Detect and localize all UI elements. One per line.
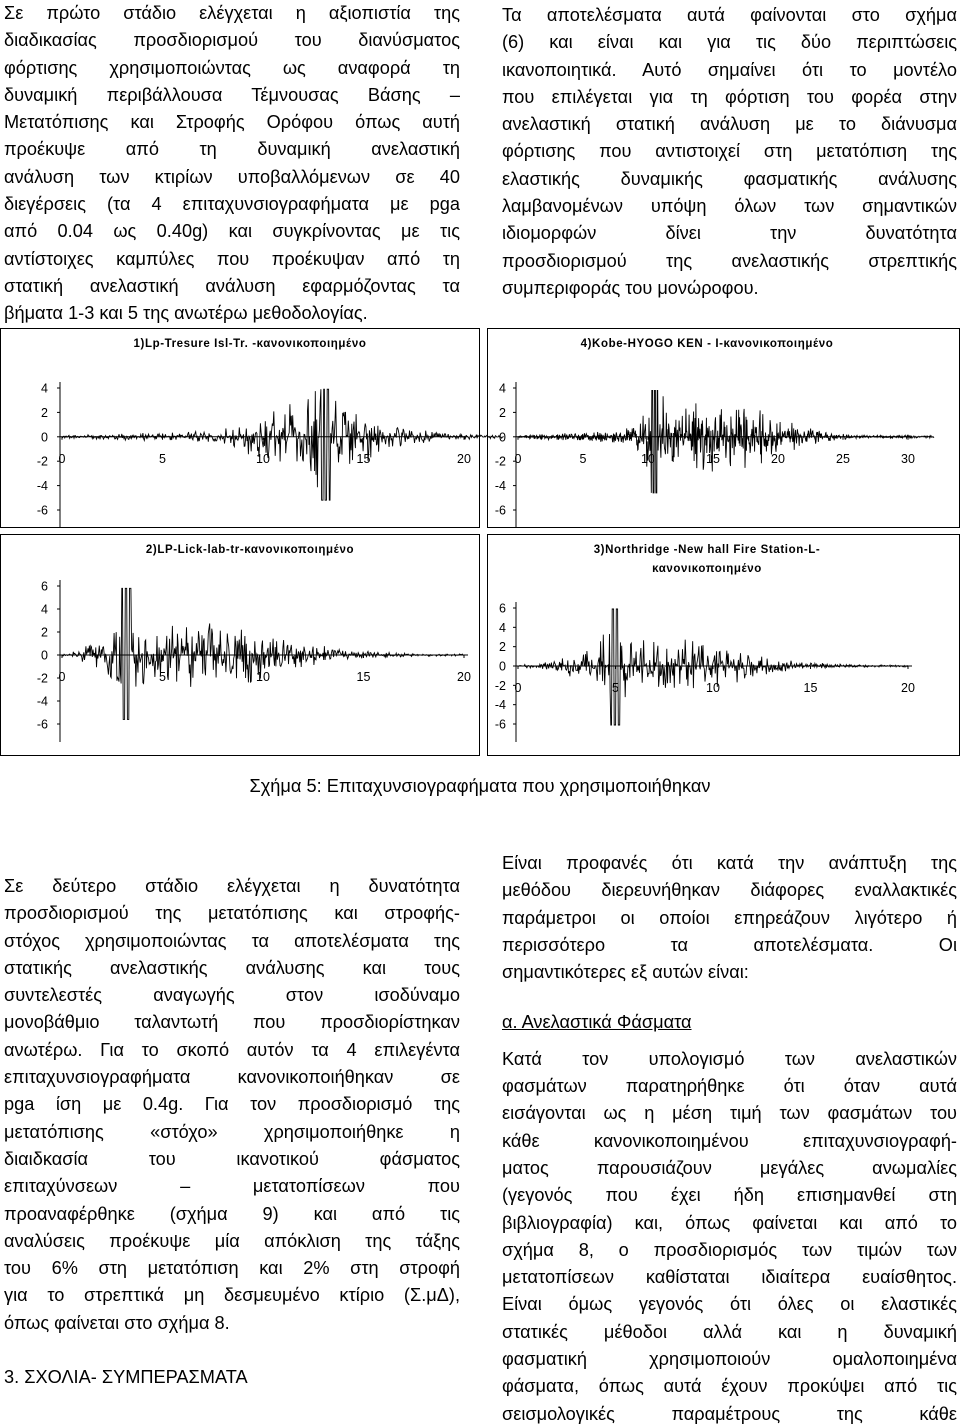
chart-frame bbox=[1, 535, 480, 756]
text-line: λαμβανομένων υπόψη όλων των σημαντικών bbox=[502, 196, 957, 217]
text-line: επιταχύνσεων – μετατοπίσεων που bbox=[4, 1176, 460, 1197]
paragraph-second-stage bbox=[4, 873, 460, 1391]
x-tick-label: 10 bbox=[256, 451, 270, 466]
text-line: Είναι προφανές ότι κατά την ανάπτυξη της bbox=[502, 853, 957, 873]
text-line: σχήμα 8, ο προσδιορισμός των τιμών των bbox=[502, 1239, 957, 1260]
text-line: μετατοπίσεων καθίσταται ιδιαίτερα ευαίσθητος. bbox=[502, 1267, 957, 1288]
text-line: όπως φαίνεται στο σχήμα 8. bbox=[4, 1312, 230, 1333]
x-tick-label: 0 bbox=[58, 670, 66, 684]
y-tick-label: 2 bbox=[499, 405, 506, 420]
y-tick-label: -6 bbox=[36, 503, 48, 518]
text-line: ανελαστική στατική ανάλυση με το διάνυσμα bbox=[502, 114, 957, 135]
x-tick-label: 5 bbox=[579, 451, 587, 466]
y-tick-label: 2 bbox=[499, 640, 506, 655]
y-tick-label: -2 bbox=[494, 454, 506, 469]
y-tick-label: -2 bbox=[36, 454, 48, 469]
text-line: που επιλέγεται για τη φόρτιση του φορέα στην bbox=[502, 86, 957, 107]
y-tick-label: 2 bbox=[41, 625, 48, 640]
text-line: pga ίση με 0.4g. Για τον προσδιορισμό της bbox=[4, 1094, 460, 1115]
text-line: Σε πρώτο στάδιο ελέγχεται η αξιοπιστία της bbox=[4, 3, 460, 23]
y-tick-label: 4 bbox=[499, 620, 506, 635]
text-line: ανωτέρω. Για το σκοπό αυτόν τα 4 επιλεγέντα bbox=[4, 1039, 460, 1060]
text-line: προσδιορισμού της μετατόπισης και στροφής- bbox=[4, 903, 460, 924]
y-tick-label: 0 bbox=[41, 430, 48, 445]
text-line: περισσότερο τα αποτελέσματα. Οι bbox=[502, 934, 957, 955]
x-tick-label: 15 bbox=[803, 681, 818, 695]
paragraph-intro-left bbox=[4, 0, 460, 328]
y-tick-label: 0 bbox=[499, 430, 506, 445]
text-line: διεγέρσεις (τα 4 επιταχυνσιογραφήματα με pga bbox=[4, 194, 460, 215]
text-line: στατική ανελαστική ανάλυση εφαρμόζοντας τα bbox=[4, 275, 460, 296]
chart-title: 2)LP-Lick-lab-tr-κανονικοποιημένο bbox=[145, 544, 355, 556]
text-line: από 0.04 ως 0.40g) και συγκρίνοντας με τις bbox=[4, 221, 460, 242]
y-tick-label: 6 bbox=[499, 601, 506, 616]
x-tick-label: 20 bbox=[457, 451, 471, 466]
text-line: δυναμική περιβάλλουσα Τέμνουσας Βάσης – bbox=[4, 84, 460, 105]
x-tick-label: 0 bbox=[514, 451, 522, 466]
y-tick-label: -6 bbox=[494, 503, 506, 518]
text-line: κάθε κανονικοποιημένου επιταχυνσιογραφή- bbox=[502, 1130, 957, 1151]
text-line: στατικής ανελαστικής ανάλυσης και τους bbox=[4, 957, 460, 978]
chart-title-line: κανονικοποιημένο bbox=[652, 563, 762, 575]
text-line: σημαντικότερες εξ αυτών είναι: bbox=[502, 962, 749, 983]
text-line: σεισμολογικές παραμέτρους της κάθε bbox=[502, 1403, 957, 1424]
y-tick-label: 4 bbox=[41, 381, 48, 396]
text-line: προαναφέρθηκε (σχήμα 9) και από τις bbox=[4, 1203, 460, 1224]
text-line: ιδιομορφών δίνει την δυνατότητα bbox=[502, 223, 957, 244]
y-tick-label: -2 bbox=[36, 671, 48, 686]
text-line: φασμάτων παρατηρήθηκε ότι όταν αυτά bbox=[502, 1076, 957, 1097]
x-tick-label: 20 bbox=[771, 451, 785, 466]
accelerogram-svg bbox=[0, 320, 960, 770]
text-line: μεθόδου διερευνήθηκαν διάφορες εναλλακτικές bbox=[502, 880, 957, 901]
text-line: αναλύσεις προέκυψε μία απόκλιση της τάξης bbox=[4, 1230, 460, 1251]
y-tick-label: -2 bbox=[494, 678, 506, 693]
text-line: Κατά τον υπολογισμό των ανελαστικών bbox=[502, 1048, 957, 1069]
text-line: ικανοποιητικά. Αυτό σημαίνει ότι το μοντέλο bbox=[502, 59, 957, 80]
text-line: στόχος χρησιμοποιώντας τα αποτελέσματα της bbox=[4, 930, 460, 951]
text-line: Τα αποτελέσματα αυτά φαίνονται στο σχήμα bbox=[502, 5, 957, 25]
y-tick-label: 4 bbox=[499, 381, 506, 396]
x-tick-label: 15 bbox=[706, 451, 720, 466]
x-tick-label: 15 bbox=[356, 670, 371, 684]
x-tick-label: 15 bbox=[356, 451, 371, 466]
text-line: ελαστικής δυναμικής φασματικής ανάλυσης bbox=[502, 168, 957, 189]
paragraph-conclusions bbox=[502, 850, 957, 1428]
y-tick-label: -4 bbox=[494, 698, 506, 713]
text-line: παράμετροι οι οποίοι επηρεάζουν λιγότερο ή bbox=[502, 907, 957, 928]
x-tick-label: 5 bbox=[159, 670, 166, 684]
paragraph-intro-right bbox=[502, 2, 957, 302]
chart-title: 1)Lp-Tresure Isl-Tr. -κανονικοποιημένο bbox=[133, 338, 367, 350]
x-tick-label: 10 bbox=[706, 681, 720, 695]
text-line: προέκυψε από τη δυναμική ανελαστική bbox=[4, 139, 460, 160]
text-line: για το στρεπτικά μη δεσμευμένο κτίριο (Σ.μΔ), bbox=[4, 1285, 460, 1306]
text-line: μονοβάθμιο ταλαντωτή που προσδιορίστηκαν bbox=[4, 1012, 460, 1033]
text-line: ματος παρουσιάζουν μεγάλες ανωμαλίες bbox=[502, 1157, 957, 1178]
text-line: βήματα 1-3 και 5 της ανωτέρω μεθοδολογίας. bbox=[4, 303, 368, 324]
figure-caption: Σχήμα 5: Επιταχυνσιογραφήματα που χρησιμοποιήθηκαν bbox=[249, 776, 711, 796]
x-tick-label: 0 bbox=[58, 451, 66, 466]
x-tick-label: 10 bbox=[641, 451, 655, 466]
chart-title-line: 3)Northridge -New hall Fire Station-L- bbox=[593, 544, 821, 556]
text-line: ανάλυση των κτιρίων υποβαλλόμενων σε 40 bbox=[4, 166, 460, 187]
text-line: εισάγονται ως η μέση τιμή των φασμάτων του bbox=[502, 1103, 957, 1124]
x-tick-label: 10 bbox=[256, 670, 270, 684]
y-tick-label: -4 bbox=[494, 479, 506, 494]
subheading-inelastic-spectra: α. Ανελαστικά Φάσματα bbox=[502, 1012, 692, 1033]
text-line: μετατόπισης «στόχο» χρησιμοποιήθηκε η bbox=[4, 1121, 460, 1142]
x-tick-label: 30 bbox=[901, 451, 915, 466]
accelerogram-series bbox=[62, 389, 504, 500]
text-line: φόρτισης που αντιστοιχεί στη μετατόπιση της bbox=[502, 141, 957, 162]
text-line: διαδικασίας προσδιορισμού του διανύσματος bbox=[4, 30, 460, 51]
y-tick-label: 0 bbox=[499, 659, 506, 674]
text-line: στατικές μέθοδοι αλλά και η δυναμική bbox=[502, 1321, 957, 1342]
y-tick-label: -4 bbox=[36, 479, 48, 494]
text-line: συμπεριφοράς του μονώροφου. bbox=[502, 277, 759, 298]
accelerogram-series bbox=[518, 390, 934, 493]
text-line: Σε δεύτερο στάδιο ελέγχεται η δυνατότητα bbox=[4, 876, 460, 896]
y-tick-label: 0 bbox=[41, 648, 48, 663]
text-line: αντίστοιχες καμπύλες που προέκυψαν από τη bbox=[4, 248, 460, 269]
text-line: του 6% στη μετατόπιση και 2% στη στροφή bbox=[4, 1258, 460, 1279]
y-tick-label: 6 bbox=[41, 579, 48, 594]
y-tick-label: -6 bbox=[36, 717, 48, 732]
text-line: βιβλιογραφία) και, όπως φαίνεται και από το bbox=[502, 1212, 957, 1233]
text-line: Είναι όμως γεγονός ότι όλες οι ελαστικές bbox=[502, 1294, 957, 1315]
accelerogram-series bbox=[62, 588, 464, 719]
text-line: φάσματα, όπως αυτά έχουν προκύψει από τις bbox=[502, 1376, 957, 1397]
text-line: επιταχυνσιογραφήματα κανονικοποιήθηκαν σε bbox=[4, 1067, 460, 1088]
chart-frame bbox=[1, 329, 480, 528]
text-line: φασματική χρησιμοποιούν ομαλοποιημένα bbox=[502, 1349, 957, 1370]
y-tick-label: -6 bbox=[494, 717, 506, 732]
text-line: (6) και είναι και για τις δύο περιπτώσεις bbox=[502, 32, 957, 53]
x-tick-label: 0 bbox=[514, 681, 522, 695]
y-tick-label: -4 bbox=[36, 694, 48, 709]
text-line: προσδιορισμού της ανελαστικής στρεπτικής bbox=[502, 250, 957, 271]
text-line: (γεγονός που έχει ήδη επισημανθεί στη bbox=[502, 1185, 957, 1206]
text-line: διαιδκασία του ικανοτικού φάσματος bbox=[4, 1148, 460, 1169]
x-tick-label: 25 bbox=[836, 451, 850, 466]
text-line: φόρτισης χρησιμοποιώντας ως αναφορά τη bbox=[4, 57, 460, 78]
text-line: Μετατόπισης και Στροφής Ορόφου όπως αυτή bbox=[4, 112, 460, 133]
x-tick-label: 20 bbox=[901, 681, 915, 695]
chart-title: 4)Kobe-HYOGO KEN - I-κανονικοποιημένο bbox=[580, 338, 834, 350]
section-heading: 3. ΣΧΟΛΙΑ- ΣΥΜΠΕΡΑΣΜΑΤΑ bbox=[4, 1367, 248, 1388]
y-tick-label: 4 bbox=[41, 602, 48, 617]
text-line: συντελεστές αναγωγής στον ισοδύναμο bbox=[4, 985, 460, 1006]
x-tick-label: 5 bbox=[159, 451, 166, 466]
y-tick-label: 2 bbox=[41, 405, 48, 420]
accelerogram-figure bbox=[0, 320, 960, 770]
x-tick-label: 5 bbox=[612, 681, 619, 695]
x-tick-label: 20 bbox=[457, 670, 471, 684]
